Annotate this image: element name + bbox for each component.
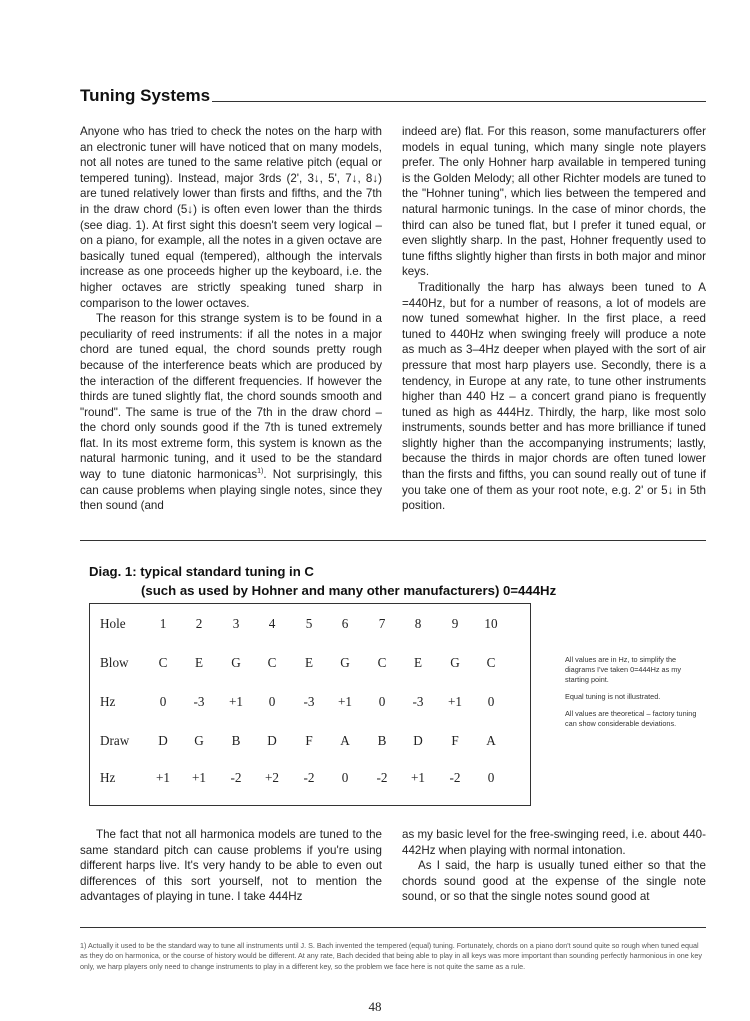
- table-cell: 0: [487, 770, 495, 785]
- divider: [80, 540, 706, 541]
- table-cell: G: [194, 733, 204, 748]
- table-cell: +1: [410, 770, 426, 785]
- paragraph: indeed are) flat. For this reason, some manufacturers offer models in equal tuning, which many single note players prefer. The only Hohner harp available in tempered tuning is the Golden Melody; all other Richter models are tuned to the "Hohner tuning", which lies between the tempered and natural harmonic tunings. In the case of minor chords, the third can also be tuned flat, but I prefer it tuned equal, or even slightly sharp. In the past, Hohner frequently used to tune fifths slightly higher than firsts in both major and minor keys.: [402, 125, 706, 279]
- paragraph-text: . Not surprisingly, this can cause problems when playing single notes, since they then sound (and: [80, 468, 382, 513]
- bottom-left-column: [80, 827, 382, 905]
- table-cell: +1: [155, 770, 171, 785]
- left-column: [80, 124, 382, 514]
- table-cell: C: [267, 655, 277, 670]
- row-label: Blow: [100, 655, 129, 670]
- table-cell: 3: [232, 616, 240, 631]
- table-cell: 0: [268, 694, 276, 709]
- table-row: [90, 770, 530, 790]
- title-rule: [212, 101, 706, 102]
- table-cell: +1: [228, 694, 244, 709]
- table-cell: E: [413, 655, 423, 670]
- bottom-right-column: [402, 827, 706, 905]
- table-cell: D: [267, 733, 277, 748]
- table-cell: -2: [376, 770, 388, 785]
- table-cell: 0: [341, 770, 349, 785]
- table-cell: G: [340, 655, 350, 670]
- row-label: Hole: [100, 616, 126, 631]
- table-cell: 9: [451, 616, 459, 631]
- row-label: Hz: [100, 694, 116, 709]
- table-cell: A: [340, 733, 350, 748]
- paragraph: [80, 311, 382, 514]
- footnote: 1) Actually it used to be the standard way to tune all instruments until J. S. Bach invented the tempered (equal) tuning. Fortunately, chords on a piano don't sound quite so rough when tuned equal as they do on harmonica, or the course of history would be different. At any rate, Bach decided that being able to play in all keys was more important than sounding perfectly harmonious in one key only, we harp players only need to change instruments to play in a different key, so the problem we face here is not quite the same as a rule.: [80, 941, 702, 971]
- paragraph: Anyone who has tried to check the notes on the harp with an electronic tuner will have noticed that on many models, not all notes are tuned to the same relative pitch (equal or tempered tuning). Instead, major 3rds (2', 3↓, 5', 7↓, 8↓) are tuned relatively lower than firsts and fifths, and the 7th in the draw chord (5↓) is often even lower than the thirds (see diag. 1). At first sight this doesn't seem very logical – on a piano, for example, all the notes in a given octave are basically tuned equal (tempered), although the intervals increase as one proceeds higher up the keyboard, i.e. the higher octaves are strictly speaking tuned sharp in comparison to the lower octaves.: [80, 125, 382, 310]
- table-cell: B: [231, 733, 241, 748]
- table-cell: +1: [337, 694, 353, 709]
- table-cell: -3: [303, 694, 315, 709]
- table-cell: F: [305, 733, 313, 748]
- diagram-title-line1: Diag. 1: typical standard tuning in C: [89, 564, 314, 579]
- table-cell: 5: [305, 616, 313, 631]
- table-cell: -3: [412, 694, 424, 709]
- paragraph-text: The reason for this strange system is to be found in a peculiarity of reed instruments: if all the notes in a major chord are tuned equal, the chord sounds pretty rough because of the interference beats which are produced by the interaction of the different frequencies. If however the thirds are tuned slightly flat, the chord sounds smooth and "round". The same is true of the 7th in the draw chord – the chord only sounds good if the 7th is tuned extremely flat. In its most extreme form, this system is known as the natural harmonic tuning, and it used to be the standard way to tune diatonic harmonicas: [80, 312, 382, 482]
- table-cell: C: [158, 655, 168, 670]
- table-cell: +1: [447, 694, 463, 709]
- table-cell: D: [413, 733, 423, 748]
- table-cell: A: [486, 733, 496, 748]
- page-number: 48: [368, 999, 382, 1014]
- table-cell: -2: [303, 770, 315, 785]
- diagram-notes: [565, 655, 705, 736]
- table-cell: E: [194, 655, 204, 670]
- table-cell: B: [377, 733, 387, 748]
- table-cell: 2: [195, 616, 203, 631]
- diagram-note: All values are theoretical – factory tuning can show considerable deviations.: [565, 709, 697, 728]
- table-row: [90, 655, 530, 675]
- table-row: [90, 694, 530, 714]
- table-cell: 7: [378, 616, 386, 631]
- table-cell: 0: [159, 694, 167, 709]
- table-cell: F: [451, 733, 459, 748]
- paragraph: The fact that not all harmonica models are tuned to the same standard pitch can cause problems if you're using different harps live. It's very handy to be able to even out differences of this sort yourself, not to mention the advantages of playing in tune. I take 444Hz: [80, 828, 382, 904]
- table-cell: C: [377, 655, 387, 670]
- table-row: [90, 733, 530, 753]
- section-title: Tuning Systems: [80, 86, 211, 105]
- table-cell: +2: [264, 770, 280, 785]
- row-label: Draw: [100, 733, 130, 748]
- paragraph: As I said, the harp is usually tuned either so that the chords sound good at the expense of the single note sound, or so that the single notes sound good at: [402, 859, 706, 904]
- table-cell: 10: [484, 616, 498, 631]
- row-label: Hz: [100, 770, 116, 785]
- paragraph: as my basic level for the free-swinging reed, i.e. about 440-442Hz when playing with normal intonation.: [402, 828, 706, 857]
- footnote-divider: [80, 927, 706, 928]
- diagram-note: Equal tuning is not illustrated.: [565, 692, 661, 701]
- table-cell: -2: [230, 770, 242, 785]
- table-cell: C: [486, 655, 496, 670]
- footnote-ref: 1): [257, 468, 264, 476]
- table-cell: 6: [341, 616, 349, 631]
- right-column: [402, 124, 706, 514]
- table-cell: +1: [191, 770, 207, 785]
- paragraph: Traditionally the harp has always been tuned to A =440Hz, but for a number of reasons, a lot of models are now tuned somewhat higher. In the first place, a reed tuned to 440Hz when swinging freely will produce a note as much as 3–4Hz deeper when played with the sort of air pressure that most harp players use. Secondly, there is a tendency, in Europe at any rate, to tune other instruments higher than 440 Hz – a concert grand piano is frequently tuned as high as 444Hz. Thirdly, the harp, like most solo instruments, sounds better and has more brilliance if tuned slightly higher than the accompanying instruments; lastly, because the thirds in major chords are often tuned lower than the firsts and fifths, you can sound really out of tune if you take one of them as your root note, e.g. 2' or 5↓ in 5th position.: [402, 280, 706, 513]
- table-cell: 0: [378, 694, 386, 709]
- table-row: [90, 616, 530, 636]
- section-header: [80, 84, 706, 106]
- table-cell: 4: [268, 616, 276, 631]
- table-cell: 8: [414, 616, 422, 631]
- table-cell: D: [158, 733, 168, 748]
- table-cell: E: [304, 655, 314, 670]
- table-cell: G: [450, 655, 460, 670]
- diagram-title: [89, 562, 556, 600]
- table-cell: 1: [159, 616, 167, 631]
- table-cell: -3: [193, 694, 205, 709]
- table-cell: 0: [487, 694, 495, 709]
- table-cell: -2: [449, 770, 461, 785]
- table-cell: G: [231, 655, 241, 670]
- diagram-title-line2: (such as used by Hohner and many other manufacturers) 0=444Hz: [141, 583, 557, 598]
- diagram-note: All values are in Hz, to simplify the diagrams I've taken 0=444Hz as my starting point.: [565, 655, 681, 684]
- tuning-table: [89, 603, 531, 806]
